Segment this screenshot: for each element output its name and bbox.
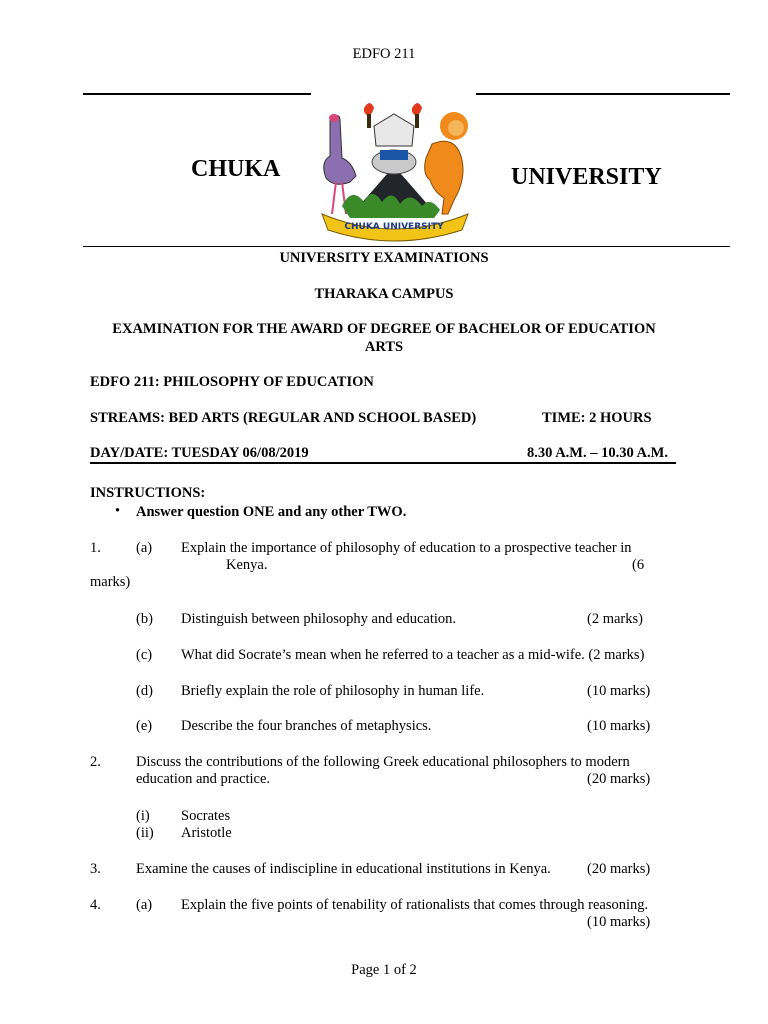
q4a-text: Explain the five points of tenability of rationalists that comes through reasoning. xyxy=(181,897,649,913)
streams: STREAMS: BED ARTS (REGULAR AND SCHOOL BASED) xyxy=(90,410,477,426)
q3-text: Examine the causes of indiscipline in educational institutions in Kenya. xyxy=(136,861,551,877)
q2-ii-label: (ii) xyxy=(136,825,154,841)
award-line-2: ARTS xyxy=(364,339,404,355)
q1a-text: Explain the importance of philosophy of education to a prospective teacher in xyxy=(181,540,632,556)
q1d-label: (d) xyxy=(136,683,153,699)
exam-hours: 8.30 A.M. – 10.30 A.M. xyxy=(527,445,668,461)
q1a-marks-cont: marks) xyxy=(90,574,131,590)
q1-number: 1. xyxy=(90,540,101,556)
q1e-text: Describe the four branches of metaphysics. xyxy=(181,718,432,734)
q1b-text: Distinguish between philosophy and education. xyxy=(181,611,457,627)
q1b-label: (b) xyxy=(136,611,153,627)
q2-i-text: Socrates xyxy=(181,808,231,824)
q2-number: 2. xyxy=(90,754,101,770)
q2-i-label: (i) xyxy=(136,808,150,824)
instruction-bullet: • xyxy=(115,503,121,519)
q1b-marks: (2 marks) xyxy=(587,611,643,627)
q2-text: Discuss the contributions of the following Greek educational philosophers to modern xyxy=(136,754,630,770)
header-code: EDFO 211 xyxy=(352,46,416,62)
course-title: EDFO 211: PHILOSOPHY OF EDUCATION xyxy=(90,374,374,390)
top-rule-left xyxy=(83,93,311,95)
q1a-marks: (6 xyxy=(632,557,645,573)
q2-marks: (20 marks) xyxy=(587,771,651,787)
q2-ii-text: Aristotle xyxy=(181,825,232,841)
instruction-item: Answer question ONE and any other TWO. xyxy=(136,504,407,520)
q3-marks: (20 marks) xyxy=(587,861,651,877)
instructions-title: INSTRUCTIONS: xyxy=(90,485,206,501)
day-date: DAY/DATE: TUESDAY 06/08/2019 xyxy=(90,445,309,461)
q1e-label: (e) xyxy=(136,718,153,734)
q1d-marks: (10 marks) xyxy=(587,683,651,699)
q1c-text: What did Socrate’s mean when he referred to a teacher as a mid-wife. (2 marks) xyxy=(181,647,645,663)
q1e-marks: (10 marks) xyxy=(587,718,651,734)
campus-heading: THARAKA CAMPUS xyxy=(314,286,454,302)
q4a-label: (a) xyxy=(136,897,153,913)
date-underline xyxy=(90,462,676,464)
award-line-1: EXAMINATION FOR THE AWARD OF DEGREE OF BACHELOR OF EDUCATION xyxy=(112,321,656,337)
logo-ribbon-text: CHUKA UNIVERSITY xyxy=(344,222,444,232)
university-logo xyxy=(312,96,476,242)
header-divider xyxy=(83,246,730,247)
q1a-text-cont: Kenya. xyxy=(226,557,268,573)
q1a-label: (a) xyxy=(136,540,153,556)
top-rule-right xyxy=(476,93,730,95)
page-number: Page 1 of 2 xyxy=(351,962,417,978)
q3-number: 3. xyxy=(90,861,101,877)
q1c-label: (c) xyxy=(136,647,153,663)
q2-text-cont: education and practice. xyxy=(136,771,271,787)
university-name-right: UNIVERSITY xyxy=(511,164,662,190)
exam-duration: TIME: 2 HOURS xyxy=(542,410,652,426)
q1d-text: Briefly explain the role of philosophy in human life. xyxy=(181,683,485,699)
exam-heading: UNIVERSITY EXAMINATIONS xyxy=(279,250,489,266)
q4-number: 4. xyxy=(90,897,101,913)
q4a-marks: (10 marks) xyxy=(587,914,651,930)
university-name-left: CHUKA xyxy=(191,156,281,182)
